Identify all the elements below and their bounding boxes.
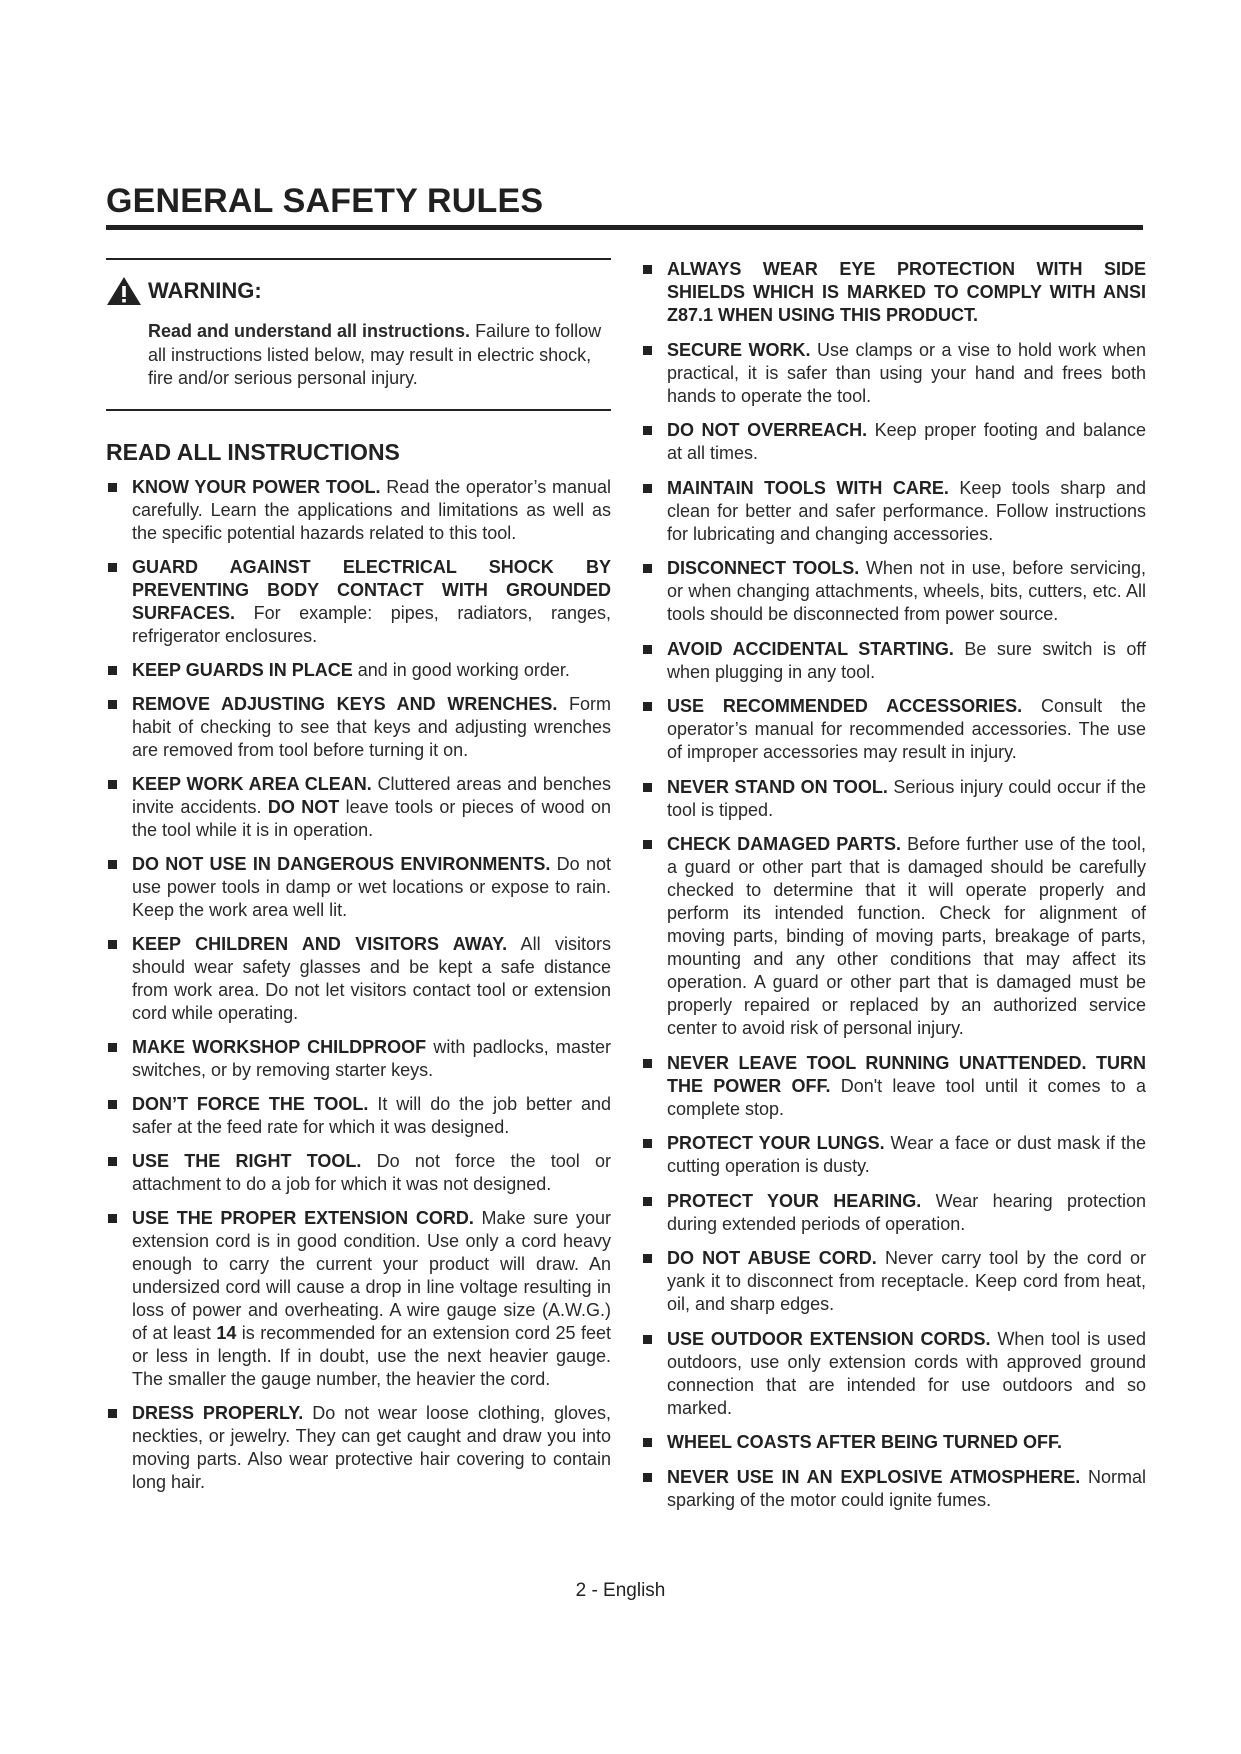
rule-item — [641, 695, 1146, 764]
left-column — [106, 258, 611, 1505]
rule-text: Normal sparking of the motor could ignite fumes. — [667, 1466, 1146, 1510]
rule-item — [641, 638, 1146, 684]
rule-text: Consult the operator’s manual for recommended accessories. The use of improper accessories may result in injury. — [667, 696, 1146, 762]
square-bullet-icon — [643, 1197, 652, 1206]
rule-lead: MAINTAIN TOOLS WITH CARE. — [667, 477, 949, 498]
rule-item — [106, 556, 611, 648]
rule-text: Do not wear loose clothing, gloves, neckties, or jewelry. They can get caught and draw you into moving parts. Also wear protective hair covering to contain long hair. — [132, 1402, 611, 1492]
rule-lead: KEEP GUARDS IN PLACE — [132, 659, 353, 680]
square-bullet-icon — [108, 666, 117, 675]
rule-item — [106, 1402, 611, 1494]
rule-lead: USE THE RIGHT TOOL. — [132, 1150, 362, 1171]
rule-lead: DISCONNECT TOOLS. — [667, 558, 860, 578]
square-bullet-icon — [643, 783, 652, 792]
page-title: GENERAL SAFETY RULES — [106, 182, 544, 220]
right-column — [641, 258, 1146, 1523]
rule-item — [641, 419, 1146, 465]
rule-text: Don't leave tool until it comes to a complete stop. — [667, 1075, 1146, 1119]
square-bullet-icon — [643, 346, 652, 355]
rule-lead: MAKE WORKSHOP CHILDPROOF — [132, 1036, 427, 1057]
square-bullet-icon — [108, 940, 117, 949]
rule-item — [641, 1132, 1146, 1178]
rule-lead: ALWAYS WEAR EYE PROTECTION WITH SIDE SHIELDS WHICH IS MARKED TO COMPLY WITH ANSI Z87.1 WHEN USING THIS PRODUCT. — [667, 259, 1146, 325]
rule-lead: USE OUTDOOR EXTENSION CORDS. — [667, 1328, 991, 1349]
rule-emphasis: 14 — [216, 1322, 237, 1343]
rule-lead: DO NOT USE IN DANGEROUS ENVIRONMENTS. — [132, 853, 551, 874]
rule-item — [641, 1247, 1146, 1316]
rule-text: with padlocks, master switches, or by removing starter keys. — [132, 1036, 611, 1080]
square-bullet-icon — [108, 700, 117, 709]
rule-item — [106, 773, 611, 842]
rule-item — [106, 659, 611, 682]
rule-item — [641, 776, 1146, 822]
rule-text: Keep tools sharp and clean for better and safer performance. Follow instructions for lubricating and changing accessories. — [667, 477, 1146, 544]
warning-header — [106, 276, 611, 306]
rule-lead: REMOVE ADJUSTING KEYS AND WRENCHES. — [132, 693, 558, 714]
rule-text: Cluttered areas and benches invite accidents. — [132, 773, 611, 817]
rule-lead: GUARD AGAINST ELECTRICAL SHOCK BY PREVENTING BODY CONTACT WITH GROUNDED SURFACES. — [132, 556, 611, 623]
rule-text: When not in use, before servicing, or when changing attachments, wheels, bits, cutters, etc. All tools should be disconnected from power source. — [667, 558, 1146, 624]
rule-item — [641, 339, 1146, 408]
rule-text: Before further use of the tool, a guard or other part that is damaged should be carefully checked to determine that it will operate properly and perform its intended function. Check for alignment of moving parts, binding of moving parts, breakage of parts, mounting and any other conditions that may affect its operation. A guard or other part that is damaged must be properly repaired or replaced by an authorized service center to avoid risk of personal injury. — [667, 834, 1146, 1038]
square-bullet-icon — [108, 1157, 117, 1166]
rule-lead: KEEP CHILDREN AND VISITORS AWAY. — [132, 933, 508, 954]
rule-lead: DO NOT ABUSE CORD. — [667, 1248, 877, 1268]
rule-text: Serious injury could occur if the tool is tipped. — [667, 776, 1146, 820]
rule-item — [641, 1052, 1146, 1121]
rule-lead: PROTECT YOUR LUNGS. — [667, 1133, 885, 1153]
square-bullet-icon — [643, 1139, 652, 1148]
rule-text: Keep proper footing and balance at all times. — [667, 420, 1146, 463]
square-bullet-icon — [643, 702, 652, 711]
rule-lead: NEVER STAND ON TOOL. — [667, 776, 888, 797]
square-bullet-icon — [643, 484, 652, 493]
square-bullet-icon — [108, 1214, 117, 1223]
rule-lead: AVOID ACCIDENTAL STARTING. — [667, 638, 954, 659]
rule-item — [106, 933, 611, 1025]
warning-triangle-icon — [106, 276, 142, 306]
rule-item — [641, 1466, 1146, 1512]
rule-text: Use clamps or a vise to hold work when practical, it is safer than using your hand and frees both hands to operate the tool. — [667, 339, 1146, 406]
rule-lead: WHEEL COASTS AFTER BEING TURNED OFF. — [667, 1432, 1063, 1452]
rule-text: Be sure switch is off when plugging in any tool. — [667, 638, 1147, 682]
rule-text: Wear a face or dust mask if the cutting operation is dusty. — [667, 1133, 1146, 1176]
section-heading: READ ALL INSTRUCTIONS — [106, 438, 400, 465]
warning-body-text: Failure to follow all instructions listed below, may result in electric shock, fire and/or serious personal injury. — [148, 321, 602, 388]
rule-text: When tool is used outdoors, use only extension cords with approved ground connection that are intended for use outdoors and so marked. — [667, 1328, 1146, 1418]
rule-lead: KEEP WORK AREA CLEAN. — [132, 773, 372, 794]
rule-text: and in good working order. — [352, 659, 570, 680]
rule-text-continued: leave tools or pieces of wood on the tool while it is in operation. — [132, 796, 611, 840]
rule-lead: USE THE PROPER EXTENSION CORD. — [132, 1207, 474, 1228]
rule-item — [641, 1328, 1146, 1420]
rule-item — [106, 1093, 611, 1139]
rule-lead: DON’T FORCE THE TOOL. — [132, 1093, 369, 1114]
rule-lead: SECURE WORK. — [667, 339, 811, 360]
rule-lead: USE RECOMMENDED ACCESSORIES. — [667, 696, 1023, 716]
square-bullet-icon — [643, 645, 652, 654]
rule-item — [106, 476, 611, 545]
square-bullet-icon — [643, 1473, 652, 1482]
square-bullet-icon — [643, 1438, 652, 1447]
rule-item — [106, 853, 611, 922]
rule-text: Never carry tool by the cord or yank it to disconnect from receptacle. Keep cord from heat, oil, and sharp edges. — [667, 1248, 1146, 1314]
square-bullet-icon — [643, 840, 652, 849]
rule-item — [641, 1190, 1146, 1236]
rule-text: Make sure your extension cord is in good condition. Use only a cord heavy enough to carry the current your product will draw. An undersized cord will cause a drop in line voltage resulting in loss of power and overheating. A wire gauge size (A.W.G.) of at least — [132, 1207, 611, 1343]
rule-text-continued: is recommended for an extension cord 25 feet or less in length. If in doubt, use the next heavier gauge. The smaller the gauge number, the heavier the cord. — [132, 1322, 611, 1389]
square-bullet-icon — [108, 563, 117, 572]
rule-text: Do not use power tools in damp or wet locations or expose to rain. Keep the work area well lit. — [132, 853, 611, 920]
rule-item — [641, 1431, 1146, 1454]
title-divider — [106, 225, 1143, 230]
rule-text: All visitors should wear safety glasses and be kept a safe distance from work area. Do not let visitors contact tool or extension cord while operating. — [132, 933, 611, 1023]
rule-emphasis: DO NOT — [267, 796, 340, 817]
rule-text: Wear hearing protection during extended periods of operation. — [667, 1190, 1147, 1234]
rule-item — [106, 1036, 611, 1082]
square-bullet-icon — [108, 1043, 117, 1052]
warning-text — [148, 320, 611, 391]
rule-lead: NEVER USE IN AN EXPLOSIVE ATMOSPHERE. — [667, 1466, 1081, 1487]
warning-bold-text: Read and understand all instructions. — [148, 321, 471, 341]
left-rules-list — [106, 476, 611, 1494]
rule-lead: PROTECT YOUR HEARING. — [667, 1190, 922, 1211]
square-bullet-icon — [643, 1059, 652, 1068]
rule-lead: KNOW YOUR POWER TOOL. — [132, 476, 381, 497]
square-bullet-icon — [108, 1100, 117, 1109]
square-bullet-icon — [643, 265, 652, 274]
rule-item — [641, 557, 1146, 626]
rule-item — [641, 833, 1146, 1040]
rule-item — [106, 1150, 611, 1196]
rule-item — [106, 693, 611, 762]
rule-text: Do not force the tool or attachment to do a job for which it was not designed. — [132, 1150, 611, 1194]
rule-text: It will do the job better and safer at the feed rate for which it was designed. — [132, 1093, 611, 1137]
warning-box — [106, 258, 611, 411]
square-bullet-icon — [108, 860, 117, 869]
square-bullet-icon — [643, 564, 652, 573]
rule-lead: CHECK DAMAGED PARTS. — [667, 834, 901, 854]
square-bullet-icon — [108, 1409, 117, 1418]
square-bullet-icon — [643, 1254, 652, 1263]
rule-item — [641, 477, 1146, 546]
square-bullet-icon — [643, 426, 652, 435]
rule-lead: DO NOT OVERREACH. — [667, 420, 868, 440]
rule-text: For example: pipes, radiators, ranges, refrigerator enclosures. — [132, 602, 611, 646]
rule-lead: NEVER LEAVE TOOL RUNNING UNATTENDED. TURN THE POWER OFF. — [667, 1052, 1146, 1096]
rule-item — [641, 258, 1146, 327]
square-bullet-icon — [108, 780, 117, 789]
right-rules-list — [641, 258, 1146, 1512]
rule-text: Read the operator’s manual carefully. Learn the applications and limitations as well as the specific potential hazards related to this tool. — [132, 476, 611, 543]
rule-text: Form habit of checking to see that keys and adjusting wrenches are removed from tool before turning it on. — [132, 693, 611, 760]
square-bullet-icon — [108, 483, 117, 492]
rule-lead: DRESS PROPERLY. — [132, 1402, 304, 1423]
warning-label: WARNING: — [148, 278, 262, 303]
square-bullet-icon — [643, 1335, 652, 1344]
rule-item — [106, 1207, 611, 1391]
page-footer: 2 - English — [575, 1580, 666, 1601]
